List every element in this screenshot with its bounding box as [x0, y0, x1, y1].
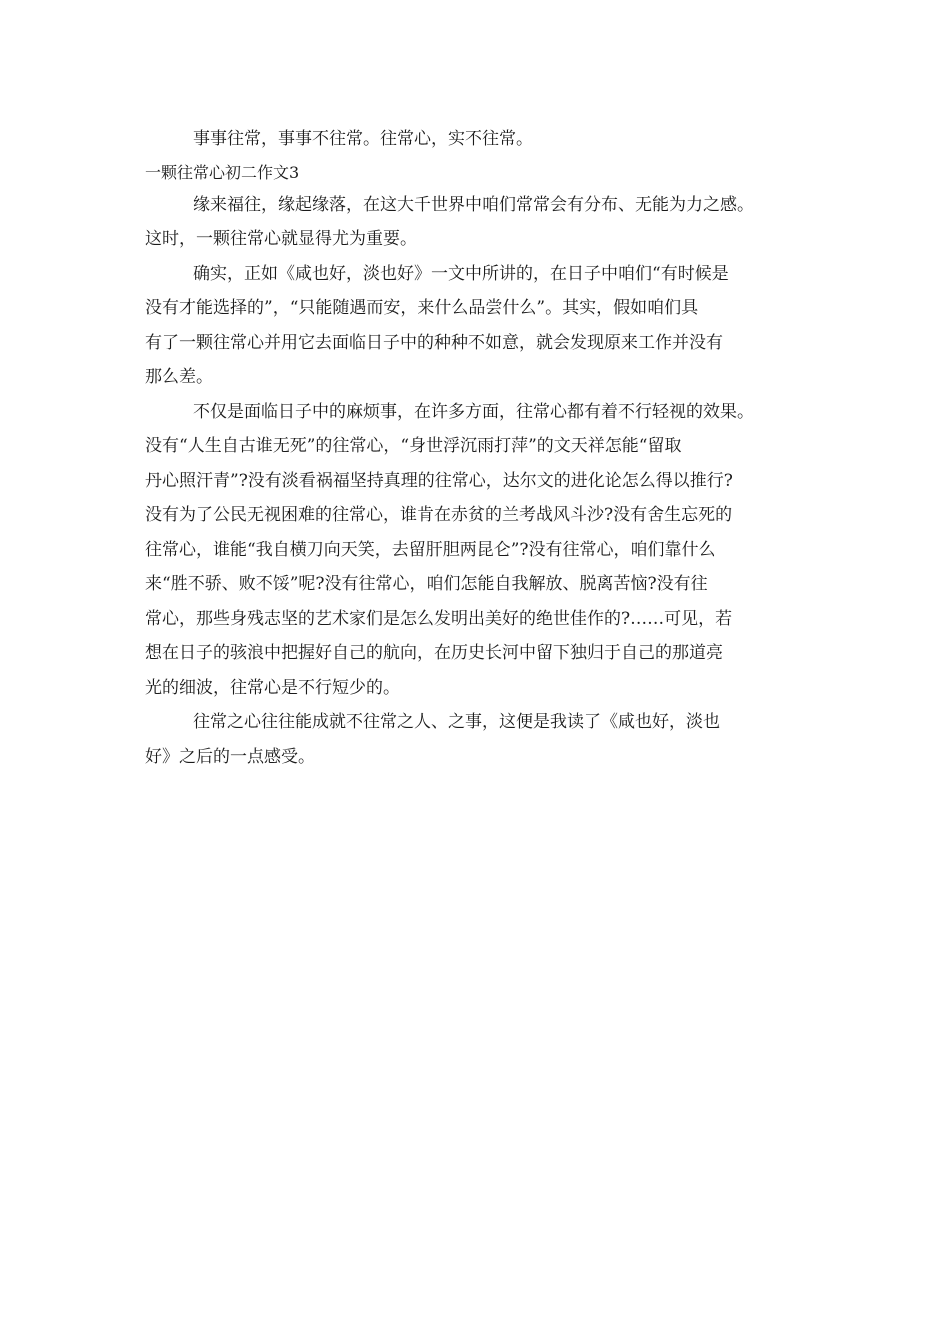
paragraph-line: 常心，那些身残志坚的艺术家们是怎么发明出美好的绝世佳作的?……可见，若	[145, 608, 733, 629]
paragraph-line: 没有才能选择的”，“只能随遇而安，来什么品尝什么”。其实，假如咱们具	[145, 298, 699, 318]
paragraph-line: 没有为了公民无视困难的往常心，谁肯在赤贫的兰考战风斗沙?没有舍生忘死的	[145, 505, 733, 525]
paragraph-line: 光的细波，往常心是不行短少的。	[145, 677, 400, 698]
paragraph-line: 没有“人生自古谁无死”的往常心，“身世浮沉雨打萍”的文天祥怎能“留取	[145, 436, 682, 456]
paragraph-line: 那么差。	[145, 367, 213, 387]
paragraph-line: 想在日子的骇浪中把握好自己的航向，在历史长河中留下独归于自己的那道亮	[145, 643, 723, 663]
paragraph-line: 确实，正如《咸也好，淡也好》一文中所讲的，在日子中咱们“有时候是	[193, 263, 729, 284]
paragraph-line: 丹心照汗青”?没有淡看祸福坚持真理的往常心，达尔文的进化论怎么得以推行?	[145, 470, 733, 491]
document-body	[145, 122, 817, 774]
paragraph-line: 往常之心往往能成就不往常之人、之事，这便是我读了《咸也好，淡也	[193, 712, 720, 732]
paragraph-line: 来“胜不骄、败不馁”呢?没有往常心，咱们怎能自我解放、脱离苦恼?没有往	[145, 574, 708, 594]
paragraph-line: 缘来福往，缘起缘落，在这大千世界中咱们常常会有分布、无能为力之感。	[193, 194, 754, 215]
section-heading: 一颗往常心初二作文3	[145, 162, 300, 182]
paragraph-line: 不仅是面临日子中的麻烦事，在许多方面，往常心都有着不行轻视的效果。	[193, 401, 754, 422]
paragraph-line: 往常心，谁能“我自横刀向天笑，去留肝胆两昆仑”?没有往常心，咱们靠什么	[145, 539, 716, 560]
paragraph-line: 好》之后的一点感受。	[145, 746, 315, 767]
paragraph-line: 事事往常，事事不往常。往常心，实不往常。	[193, 129, 533, 149]
paragraph-line: 有了一颗往常心并用它去面临日子中的种种不如意，就会发现原来工作并没有	[145, 332, 723, 353]
paragraph-line: 这时，一颗往常心就显得尤为重要。	[145, 229, 417, 249]
